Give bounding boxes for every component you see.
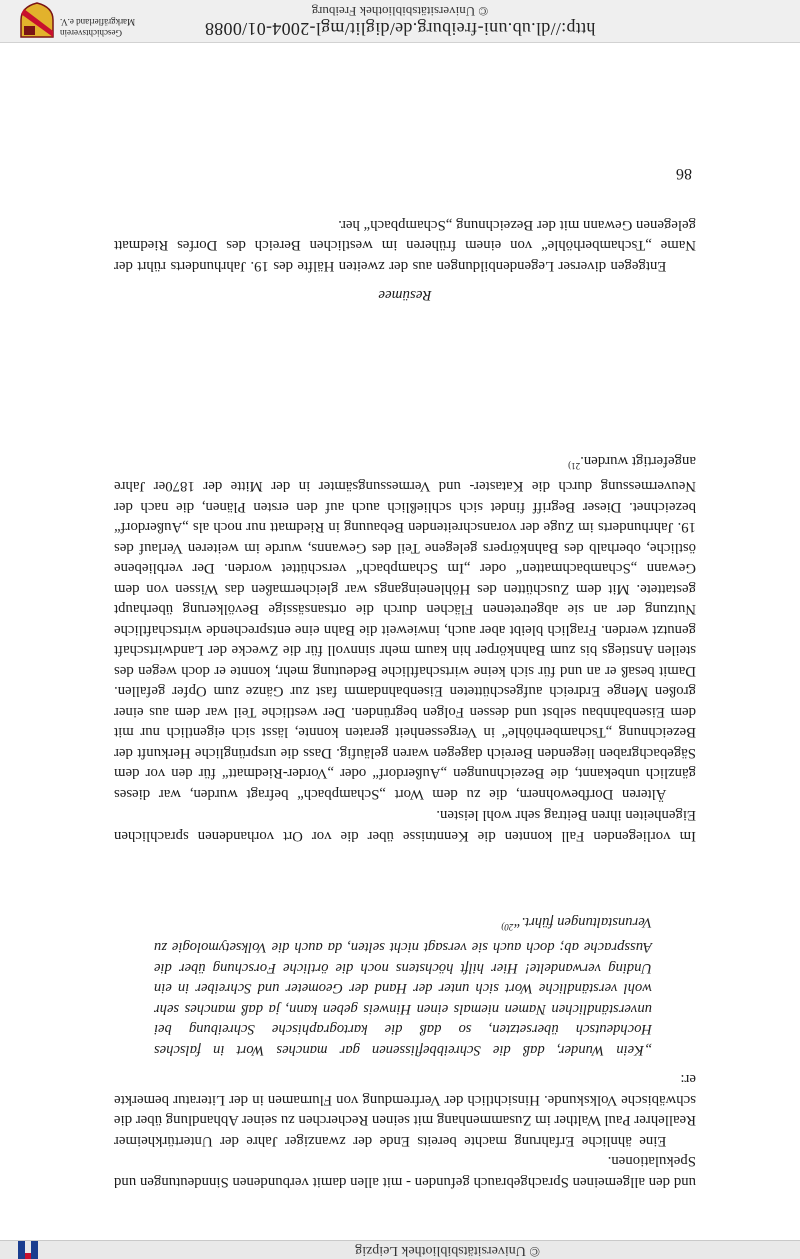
section-heading: Resümee — [378, 287, 432, 303]
quote-text: „Kein Wunder, daß die Schreibbeflissenen gar manches Wort in falsches Hochdeutsch übersetzten, so daß die kartographische Schreibung bei unverständlichen Namen niemals einen Hinweis geben kann, ja daß manches sehr wohl verständliche Wort sich unter der Hand der Geometer und Schreiber in ein Unding verwandelte! Hier hilft höchstens noch die örtliche Forschung über die Aussprache ab; doch auch sie versagt nicht selten, da auch die Volksetymologie zu Verunstaltungen führt.“ — [154, 914, 652, 1058]
footnote-ref-20: 20) — [501, 922, 514, 932]
page-number: 86 — [676, 165, 692, 182]
header-text: © Universitätsbibliothek Leipzig — [355, 1243, 540, 1258]
block-quote — [154, 912, 652, 1060]
paragraph-5: Entgegen diverser Legendenbildungen aus der zweiten Hälfte des 19. Jahrhunderts rührt der Name „Tschamberhöhle“ von einem früheren im westlichen Bereich des Dorfes Riedmatt gelegenen Gewann mit der Bezeichnung „Schampbach“ her. — [114, 217, 696, 274]
footer-copyright: © Universitätsbibliothek Freiburg — [311, 4, 489, 19]
footer-society: Geschichtsverein Markgräflerland e.V. — [60, 17, 136, 38]
library-logo-right — [8, 1239, 48, 1259]
footnote-ref-21: 21) — [568, 461, 581, 471]
society-crest-icon — [18, 2, 56, 40]
paragraph-2: Eine ähnliche Erfahrung machte bereits Ende der zwanziger Jahre der Untertürkheimer Reallehrer Paul Walther im Zusammenhang mit seinen Recherchen zu seiner Abhandlung über die schwäbische Volkskunde. Hinsichtlich der Verfremdung von Flurnamen in der Literatur bemerkte er: — [113, 1071, 696, 1149]
paragraph-4 — [114, 451, 696, 804]
viewer-footer — [0, 0, 800, 43]
viewer-header — [0, 1240, 800, 1259]
paragraph-3: Im vorliegenden Fall konnten die Kenntnisse über die vor Ort vorhandenen sprachlichen Eigenheiten ihren Beitrag sehr wohl leisten. — [114, 807, 696, 844]
paragraph-4-text: Älteren Dorfbewohnern, die zu dem Wort „Schampbach“ befragt wurden, war dieses gänzlich unbekannt, die Bezeichnungen „Außerdorf“ oder „Vorder-Riedmatt“ für den vor dem Sägebachgraben liegenden Bereich dagegen waren geläufig. Dass die ursprüngliche Herkunft der Bezeichnung „Tschamberhöhle“ in Vergessenheit geraten konnte, lässt sich eigentlich nur mit dem Eisenbahnbau selbst und dessen Folgen begründen. Der westliche Teil war dem aus einer großen Menge Erdreich aufgeschütteten Eisenbahndamm fast zur Gänze zum Opfer gefallen. Damit besaß er an und für sich keine wirtschaftliche Bedeutung mehr, konnte er doch wegen des steilen Anstiegs bis zum Bahnkörper hin kaum mehr sinnvoll für die Zwecke der Landwirtschaft genutzt werden. Fraglich bleibt aber auch, inwieweit die Bahn eine entsprechende wirtschaftliche Nutzung der an sie abgetretenen Flächen durch die ortsansässige Bevölkerung überhaupt gestattete. Mit dem Zuschütten des Höhleneingangs war gleichermaßen das Wissen von dem Gewann „Schambachmatten“ oder „Im Schampbach“ verschüttet worden. Der verbliebene östliche, oberhalb des Bahnkörpers gelegene Teil des Gewanns, wurde im weiteren Verlauf des 19. Jahrhunderts im Zuge der voranschreitenden Bebauung in Riedmatt nur noch als „Außerdorf“ bezeichnet. Dieser Begriff findet sich schließlich auch auf den ersten Plänen, die nach der Neuvermessung durch die Kataster- und Vermessungsämter in der Mitte der 1870er Jahre angefertigt wurden. — [114, 453, 696, 802]
footer-url[interactable]: http://dl.ub.uni-freiburg.de/diglit/mgl-2004-01/0088 — [204, 19, 596, 39]
paragraph-1: und den allgemeinen Sprachgebrauch gefunden - mit allen damit verbundenen Sinndeutungen und Spekulationen. — [114, 1153, 696, 1190]
